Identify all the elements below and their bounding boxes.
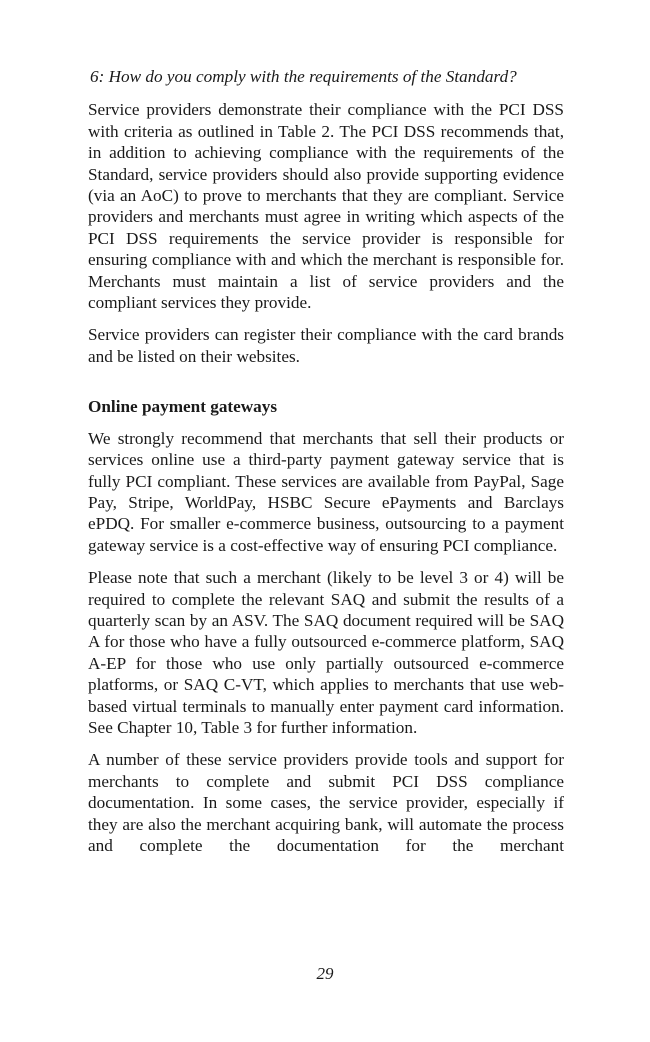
paragraph-service-provider-tools: A number of these service providers provide tools and support for merchants to complete and submit PCI DSS compliance documentation. In some cases, the service provider, especially if they are also the merchant acquiring bank, will automate the process and complete the documentation for the merchant <box>88 750 564 855</box>
paragraph-register-compliance: Service providers can register their compliance with the card brands and be listed on their websites. <box>88 325 564 366</box>
paragraph-service-providers-compliance: Service providers demonstrate their compliance with the PCI DSS with criteria as outlined in Table 2. The PCI DSS recommends that, in addition to achieving compliance with the requirements of the Standard, service providers should also provide supporting evidence (via an AoC) to prove to merchants that they are compliant. Service providers and merchants must agree in writing which aspects of the PCI DSS requirements the service provider is responsible for ensuring compliance with and which the merchant is responsible for. Merchants must maintain a list of service providers and the compliant services they provide. <box>88 100 564 313</box>
running-title: 6: How do you comply with the requirements of the Standard? <box>90 67 517 86</box>
page-content <box>88 66 564 867</box>
paragraph-payment-gateway-recommendation: We strongly recommend that merchants that sell their products or services online use a third-party payment gateway service that is fully PCI compliant. These services are available from PayPal, Sage Pay, Stripe, WorldPay, HSBC Secure ePayments and Barclays ePDQ. For smaller e-commerce business, outsourcing to a payment gateway service is a cost-effective way of ensuring PCI compliance. <box>88 428 564 555</box>
page-number: 29 <box>316 964 334 983</box>
paragraph-saq-requirements: Please note that such a merchant (likely to be level 3 or 4) will be required to complete the relevant SAQ and submit the results of a quarterly scan by an ASV. The SAQ document required will be SAQ A for those who have a fully outsourced e-commerce platform, SAQ A-EP for those who use only partially outsourced e-commerce platforms, or SAQ C-VT, which applies to merchants that use web-based virtual terminals to manually enter payment card information. See Chapter 10, Table 3 for further information. <box>88 568 564 737</box>
section-heading: Online payment gateways <box>88 397 278 417</box>
